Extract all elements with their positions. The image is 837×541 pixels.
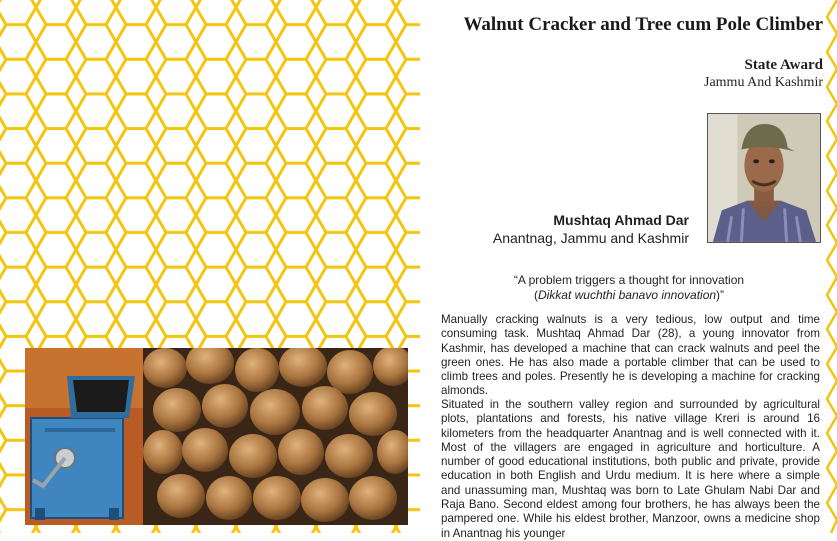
body-paragraph-2: Situated in the southern valley region and surrounded by agricultural plots, plantations and forests, his native village Kreri is around 16 kilometers from the headquarter Anantnag and is well connected with it. Most of the villagers are engaged in agriculture and horticulture. A number of good educational institutions, both public and private, provide education in both English and Urdu medium. It is here where a simple and unassuming man, Mushtaq was born to Late Ghulam Nabi Dar and Raja Bano. Second eldest among four brothers, he has always been the pampered one. While his eldest brother, Manzoor, owns a medicine shop in Anantnag his younger [441, 398, 820, 540]
quote-line-2: (Dikkat wuchthi banavo innovation)” [533, 288, 725, 302]
innovator-location: Anantnag, Jammu and Kashmir [492, 230, 689, 246]
quote-line-1: “A problem triggers a thought for innovation [513, 273, 745, 287]
page-title: Walnut Cracker and Tree cum Pole Climber [463, 14, 823, 35]
innovator-name: Mushtaq Ahmad Dar [553, 212, 689, 228]
award-label: State Award [744, 57, 823, 73]
quote-local-phrase: Dikkat wuchthi banavo innovation [537, 288, 717, 302]
quote [470, 273, 788, 303]
honeycomb-edge [823, 0, 837, 533]
walnut-machine-photo [25, 348, 408, 525]
body-paragraph-1: Manually cracking walnuts is a very tedious, low output and time consuming task. Mushtaq Ahmad Dar (28), a young innovator from Kashmir, has developed a machine that can crack walnuts and peel the green ones. He has also made a portable climber that can be used to climb trees and poles. Presently he is developing a machine for cracking almonds. [441, 313, 820, 398]
award-state: Jammu And Kashmir [704, 75, 823, 90]
innovator-portrait [707, 113, 821, 243]
